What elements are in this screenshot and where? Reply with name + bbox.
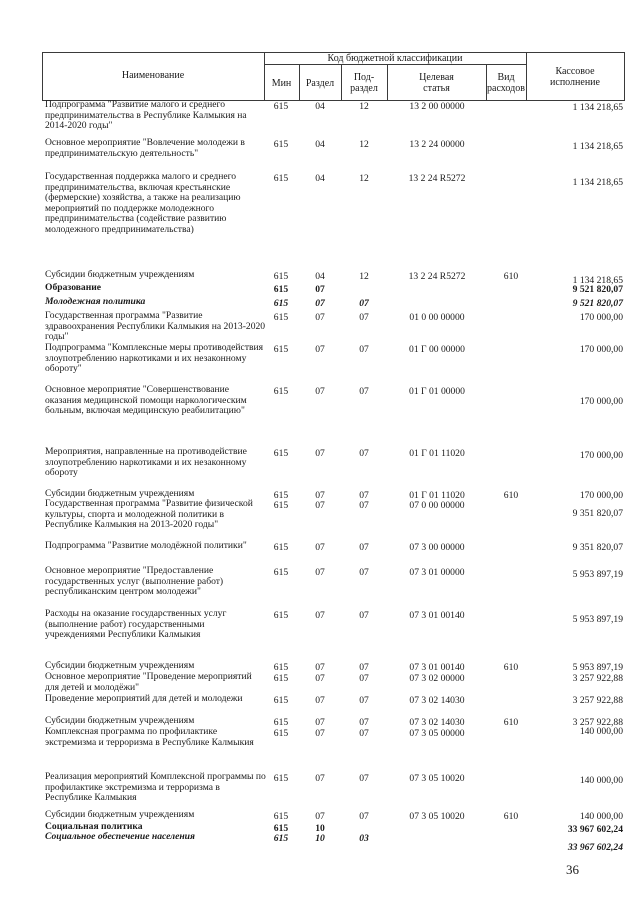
cell-celevaya: 07 3 05 00000 — [409, 728, 465, 739]
cell-sum: 140 000,00 — [579, 811, 623, 822]
cell-name: Подпрограмма "Развитие молодёжной политики" — [45, 540, 247, 551]
header-razdel: Раздел — [305, 78, 335, 89]
cell-min: 615 — [273, 542, 289, 553]
cell-sum: 9 351 820,07 — [572, 542, 623, 553]
cell-name: Основное мероприятие "Проведение мероприятий для детей и молодёжи" — [45, 671, 252, 693]
cell-sum: 9 521 820,07 — [572, 284, 623, 295]
cell-celevaya: 07 3 05 10020 — [409, 773, 465, 784]
cell-podrazdel: 07 — [359, 728, 369, 739]
cell-sum: 1 134 218,65 — [572, 275, 623, 286]
cell-min: 615 — [273, 284, 289, 295]
cell-sum: 140 000,00 — [579, 775, 623, 786]
cell-name: Проведение мероприятий для детей и молодежи — [45, 693, 243, 704]
cell-min: 615 — [273, 139, 289, 150]
cell-podrazdel: 07 — [359, 673, 369, 684]
cell-name: Основное мероприятие "Предоставление государственных услуг (выполнение работ) республиканским центром молодежи" — [45, 565, 224, 598]
cell-name: Комплексная программа по профилактике экстремизма и терроризма в Республике Калмыкия — [45, 726, 254, 748]
cell-sum: 9 521 820,07 — [572, 298, 623, 309]
cell-celevaya: 07 3 01 00140 — [409, 662, 465, 673]
cell-celevaya: 13 2 24 00000 — [409, 139, 465, 150]
cell-name: Основное мероприятие "Вовлечение молодежи в предпринимательскую деятельность" — [45, 137, 245, 159]
cell-sum: 170 000,00 — [579, 396, 623, 407]
cell-razdel: 07 — [315, 386, 325, 397]
cell-name: Реализация мероприятий Комплексной программы по профилактике экстремизма и терроризма в Республике Калмыкия — [45, 771, 266, 804]
cell-min: 615 — [273, 448, 289, 459]
cell-name: Образование — [45, 282, 102, 293]
cell-podrazdel: 07 — [359, 448, 369, 459]
cell-name: Подпрограмма "Развитие малого и среднего предпринимательства в Республике Калмыкия на 2014-2020 годы" — [45, 99, 247, 132]
cell-razdel: 07 — [315, 773, 325, 784]
cell-podrazdel: 07 — [359, 542, 369, 553]
cell-podrazdel: 07 — [359, 717, 369, 728]
cell-name: Социальное обеспечение населения — [45, 831, 195, 842]
cell-celevaya: 07 0 00 00000 — [409, 500, 465, 511]
cell-celevaya: 01 Г 01 00000 — [409, 386, 465, 397]
cell-sum: 170 000,00 — [579, 312, 623, 323]
cell-name: Субсидии бюджетным учреждениям — [45, 660, 195, 671]
cell-celevaya: 01 Г 01 11020 — [409, 448, 465, 459]
cell-min: 615 — [273, 811, 289, 822]
cell-razdel: 07 — [315, 490, 325, 501]
cell-celevaya: 01 Г 01 11020 — [409, 490, 465, 501]
cell-podrazdel: 07 — [359, 386, 369, 397]
cell-name: Государственная программа "Развитие здравоохранения Республики Калмыкия на 2013-2020 годы" — [45, 310, 266, 343]
cell-razdel: 07 — [315, 567, 325, 578]
cell-podrazdel: 12 — [359, 271, 369, 282]
cell-razdel: 07 — [315, 500, 325, 511]
cell-min: 615 — [273, 500, 289, 511]
header-vid: Вид расходов — [487, 72, 525, 94]
page-number: 36 — [566, 862, 579, 877]
cell-sum: 170 000,00 — [579, 490, 623, 501]
cell-min: 615 — [273, 271, 289, 282]
cell-razdel: 07 — [315, 695, 325, 706]
cell-name: Субсидии бюджетным учреждениям — [45, 715, 195, 726]
cell-sum: 1 134 218,65 — [572, 177, 623, 188]
cell-podrazdel: 07 — [359, 312, 369, 323]
cell-razdel: 07 — [315, 312, 325, 323]
cell-min: 615 — [273, 773, 289, 784]
cell-celevaya: 13 2 00 00000 — [409, 101, 465, 112]
cell-min: 615 — [273, 610, 289, 621]
cell-name: Субсидии бюджетным учреждениям — [45, 488, 195, 499]
cell-razdel: 07 — [315, 284, 325, 295]
cell-razdel: 07 — [315, 717, 325, 728]
cell-name: Государственная поддержка малого и среднего предпринимательства, включая крестьянские (фермерские) хозяйства, а также на реализацию мероприятий по поддержке молодежного предпринимательства (содействие развитию молодежного предпринимательства) — [45, 171, 241, 235]
cell-sum: 5 953 897,19 — [572, 614, 623, 625]
cell-min: 615 — [273, 673, 289, 684]
cell-vid: 610 — [503, 271, 519, 282]
cell-sum: 1 134 218,65 — [572, 102, 623, 113]
cell-celevaya: 07 3 01 00000 — [409, 567, 465, 578]
cell-podrazdel: 07 — [359, 490, 369, 501]
cell-sum: 33 967 602,24 — [567, 824, 623, 835]
cell-razdel: 07 — [315, 673, 325, 684]
cell-name: Основное мероприятие "Совершенствование оказания медицинской помощи наркологическим больным, включая медицинскую реабилитацию" — [45, 384, 247, 417]
cell-razdel: 10 — [315, 833, 325, 844]
cell-celevaya: 07 3 02 14030 — [409, 695, 465, 706]
cell-sum: 5 953 897,19 — [572, 662, 623, 673]
cell-name: Молодежная политика — [45, 296, 146, 307]
cell-min: 615 — [273, 823, 289, 834]
cell-celevaya: 07 3 02 00000 — [409, 673, 465, 684]
cell-sum: 1 134 218,65 — [572, 141, 623, 152]
cell-min: 615 — [273, 728, 289, 739]
cell-razdel: 07 — [315, 344, 325, 355]
cell-min: 615 — [273, 173, 289, 184]
cell-sum: 140 000,00 — [579, 726, 623, 737]
cell-min: 615 — [273, 695, 289, 706]
cell-sum: 3 257 922,88 — [572, 673, 623, 684]
cell-min: 615 — [273, 833, 289, 844]
header-celevaya: Целевая статья — [419, 72, 454, 94]
cell-razdel: 07 — [315, 298, 325, 309]
cell-min: 615 — [273, 567, 289, 578]
cell-celevaya: 07 3 00 00000 — [409, 542, 465, 553]
cell-min: 615 — [273, 662, 289, 673]
cell-razdel: 04 — [315, 173, 325, 184]
header-min: Мин — [271, 78, 292, 89]
header-sum: Кассовое исполнение — [550, 66, 600, 88]
cell-podrazdel: 07 — [359, 344, 369, 355]
cell-podrazdel: 07 — [359, 567, 369, 578]
cell-min: 615 — [273, 344, 289, 355]
cell-podrazdel: 07 — [359, 662, 369, 673]
cell-name: Государственная программа "Развитие физической культуры, спорта и молодежной политики в Республике Калмыкия на 2013-2020 годы" — [45, 498, 253, 531]
cell-podrazdel: 12 — [359, 173, 369, 184]
cell-celevaya: 07 3 02 14030 — [409, 717, 465, 728]
table-body — [42, 52, 625, 853]
cell-min: 615 — [273, 101, 289, 112]
cell-min: 615 — [273, 717, 289, 728]
cell-vid: 610 — [503, 490, 519, 501]
cell-podrazdel: 07 — [359, 773, 369, 784]
cell-vid: 610 — [503, 811, 519, 822]
cell-podrazdel: 07 — [359, 500, 369, 511]
cell-name: Субсидии бюджетным учреждениям — [45, 809, 195, 820]
cell-razdel: 04 — [315, 271, 325, 282]
cell-name: Субсидии бюджетным учреждениям — [45, 269, 195, 280]
cell-podrazdel: 12 — [359, 101, 369, 112]
cell-razdel: 07 — [315, 448, 325, 459]
cell-celevaya: 13 2 24 R5272 — [408, 271, 466, 282]
cell-podrazdel: 12 — [359, 139, 369, 150]
cell-min: 615 — [273, 386, 289, 397]
cell-celevaya: 01 Г 00 00000 — [409, 344, 465, 355]
cell-min: 615 — [273, 490, 289, 501]
cell-celevaya: 13 2 24 R5272 — [408, 173, 466, 184]
cell-min: 615 — [273, 298, 289, 309]
cell-sum: 33 967 602,24 — [567, 842, 623, 853]
cell-celevaya: 07 3 05 10020 — [409, 811, 465, 822]
cell-sum: 9 351 820,07 — [572, 508, 623, 519]
cell-celevaya: 07 3 01 00140 — [409, 610, 465, 621]
cell-podrazdel: 03 — [359, 833, 369, 844]
cell-razdel: 10 — [315, 823, 325, 834]
cell-razdel: 07 — [315, 610, 325, 621]
cell-podrazdel: 07 — [359, 811, 369, 822]
cell-podrazdel: 07 — [359, 695, 369, 706]
cell-min: 615 — [273, 312, 289, 323]
cell-razdel: 04 — [315, 139, 325, 150]
cell-name: Подпрограмма "Комплексные меры противодействия злоупотреблению наркотиками и их незаконному обороту" — [45, 342, 264, 375]
cell-vid: 610 — [503, 717, 519, 728]
cell-name: Расходы на оказание государственных услуг (выполнение работ) государственными учреждениями Республики Калмыкия — [45, 608, 227, 641]
header-code-group: Код бюджетной классификации — [327, 53, 463, 64]
cell-celevaya: 01 0 00 00000 — [409, 312, 465, 323]
cell-sum: 3 257 922,88 — [572, 695, 623, 706]
cell-vid: 610 — [503, 662, 519, 673]
cell-sum: 3 257 922,88 — [572, 717, 623, 728]
header-name: Наименование — [121, 70, 185, 81]
budget-table — [42, 52, 625, 853]
cell-sum: 170 000,00 — [579, 344, 623, 355]
cell-razdel: 07 — [315, 662, 325, 673]
header-podrazdel: Под- раздел — [350, 72, 378, 94]
cell-name: Социальная политика — [45, 821, 143, 832]
cell-name: Мероприятия, направленные на противодействие злоупотреблению наркотиками и их незаконному обороту — [45, 446, 247, 479]
cell-razdel: 04 — [315, 101, 325, 112]
cell-razdel: 07 — [315, 542, 325, 553]
cell-sum: 5 953 897,19 — [572, 569, 623, 580]
cell-razdel: 07 — [315, 728, 325, 739]
cell-sum: 170 000,00 — [579, 450, 623, 461]
cell-podrazdel: 07 — [359, 298, 369, 309]
cell-podrazdel: 07 — [359, 610, 369, 621]
cell-razdel: 07 — [315, 811, 325, 822]
